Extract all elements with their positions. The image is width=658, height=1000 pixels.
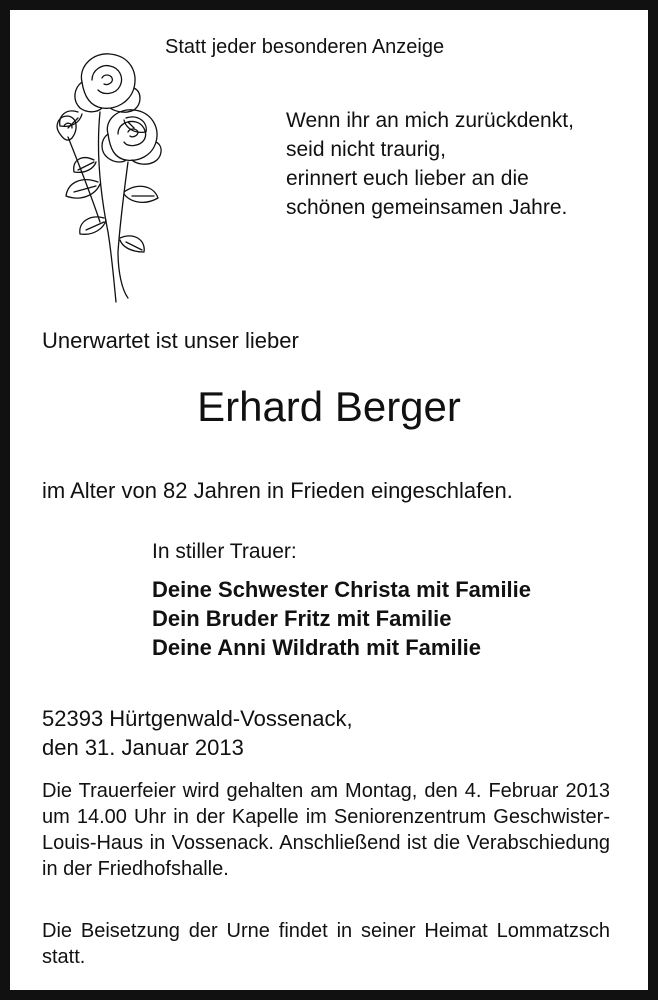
rose-icon (38, 42, 170, 304)
family-list (152, 575, 531, 662)
date-text: den 31. Januar 2013 (42, 735, 244, 760)
place-date (42, 704, 353, 762)
header-notice: Statt jeder besonderen Anzeige (165, 36, 445, 58)
mourning-label: In stiller Trauer: (152, 540, 297, 563)
family-member: Dein Bruder Fritz mit Familie (152, 606, 452, 631)
poem (286, 106, 574, 222)
funeral-details: Die Trauerfeier wird gehalten am Montag, den 4. Februar 2013 um 14.00 Uhr in der Kapelle im Seniorenzentrum Geschwister-Louis-Haus in Vossenack. Anschließend ist die Verabschiedung in der Friedhofshalle. (42, 780, 610, 880)
burial-details: Die Beisetzung der Urne findet in seiner Heimat Lommatzsch statt. (42, 920, 610, 968)
family-member: Deine Schwester Christa mit Familie (152, 577, 532, 602)
poem-line: schönen gemeinsamen Jahre. (286, 196, 568, 219)
intro-text: Unerwartet ist unser lieber (42, 328, 299, 353)
age-statement: im Alter von 82 Jahren in Frieden eingeschlafen. (42, 478, 513, 503)
family-member: Deine Anni Wildrath mit Familie (152, 635, 482, 660)
poem-line: Wenn ihr an mich zurückdenkt, (286, 109, 574, 132)
deceased-name: Erhard Berger (197, 383, 461, 430)
place-text: 52393 Hürtgenwald-Vossenack, (42, 706, 353, 731)
poem-line: seid nicht traurig, (286, 138, 446, 161)
poem-line: erinnert euch lieber an die (286, 167, 529, 190)
